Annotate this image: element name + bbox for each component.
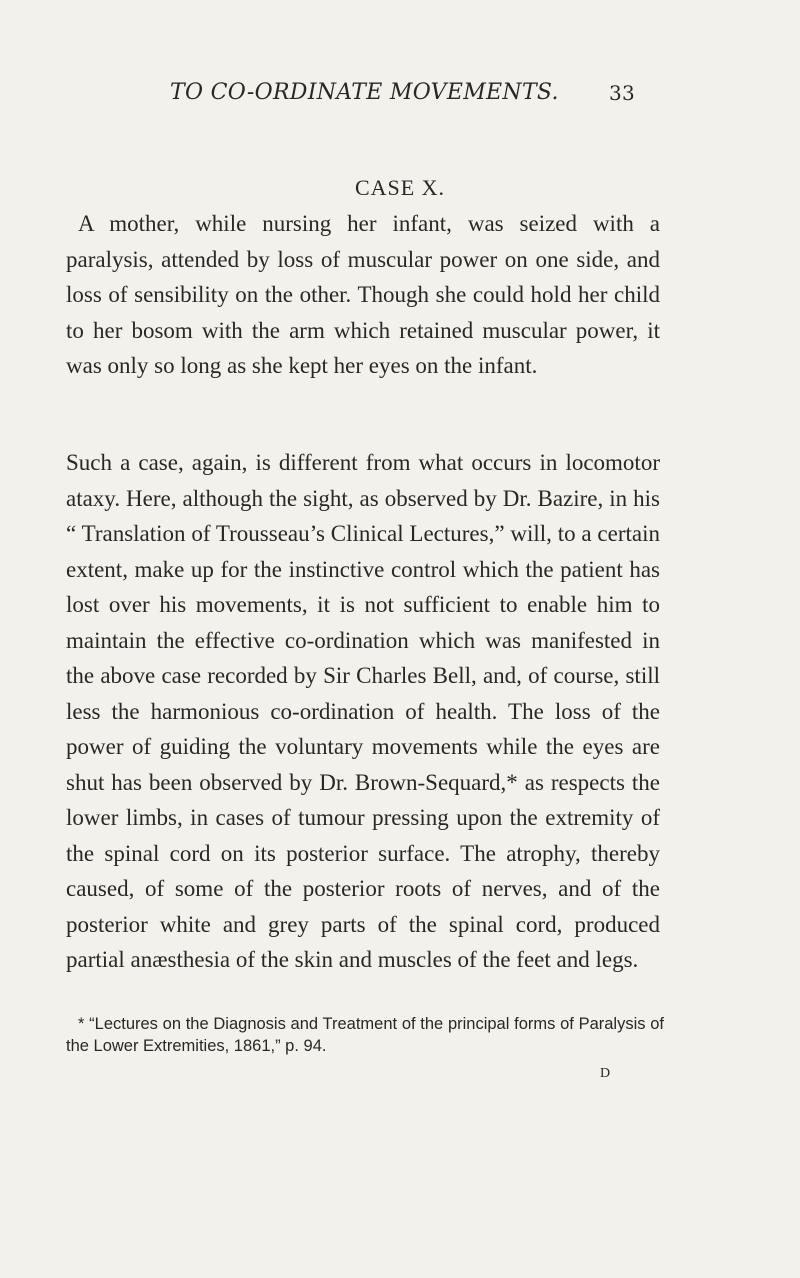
case-paragraph-1: A mother, while nursing her infant, was seized with a paralysis, attended by loss of muscular power on one side, and loss of sensibility on the other. Though she could hold her child to her bosom with the arm which retained muscular power, it was only so long as she kept her eyes on the infant.	[66, 211, 660, 378]
running-header	[170, 80, 635, 105]
footnote-text: * “Lectures on the Diagnosis and Treatment of the principal forms of Paralysis of the Lower Extremities, 1861,” p. 94.	[66, 1015, 664, 1055]
running-title: TO CO-ORDINATE MOVEMENTS.	[170, 80, 559, 105]
case-title: CASE X.	[354, 175, 446, 200]
footnote	[66, 1013, 664, 1057]
page-number: 33	[608, 81, 635, 105]
signature-mark: D	[600, 1066, 611, 1081]
discussion-paragraph: Such a case, again, is different from what occurs in locomotor ataxy. Here, although the sight, as observed by Dr. Bazire, in his “ Translation of Trousseau’s Clinical Lectures,” will, to a certain extent, make up for the instinctive control which the patient has lost over his movements, it is not sufficient to enable him to maintain the effective co-ordination which was manifested in the above case recorded by Sir Charles Bell, and, of course, still less the harmonious co-ordination of health. The loss of the power of guiding the voluntary movements while the eyes are shut has been observed by Dr. Brown-Sequard,* as respects the lower limbs, in cases of tumour pressing upon the extremity of the spinal cord on its posterior surface. The atrophy, thereby caused, of some of the posterior roots of nerves, and of the posterior white and grey parts of the spinal cord, produced partial anæsthesia of the skin and muscles of the feet and legs.	[66, 450, 660, 972]
